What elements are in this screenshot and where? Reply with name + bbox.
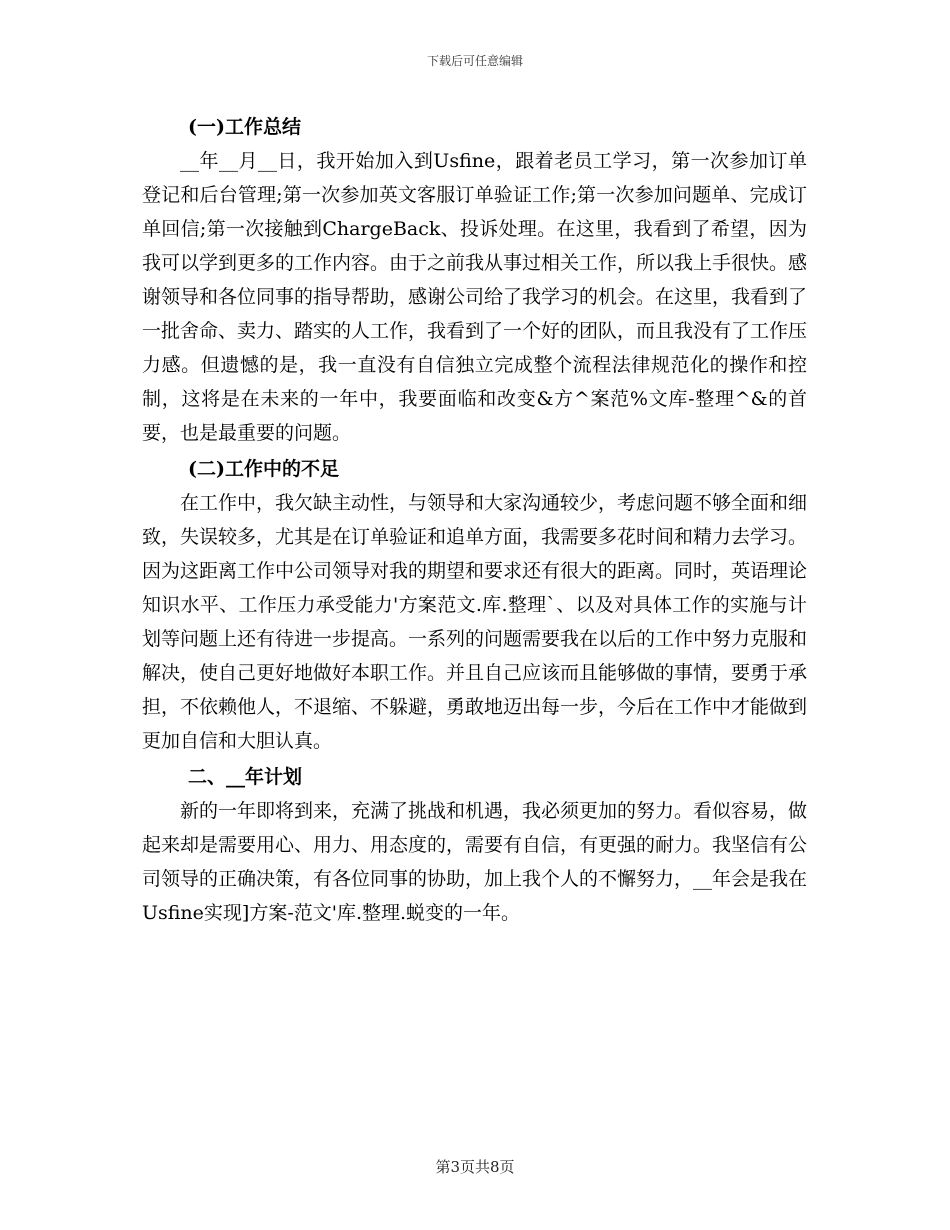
- document-body: [142, 110, 807, 930]
- page-header: 下载后可任意编辑: [426, 54, 523, 68]
- section-heading-work-summary: (一)工作总结: [188, 116, 301, 138]
- section-heading-shortcomings: (二)工作中的不足: [188, 458, 339, 480]
- paragraph-year-plan: 新的一年即将到来，充满了挑战和机遇，我必须更加的努力。看似容易，做起来却是需要用心、用力、用态度的，需要有自信，有更强的耐力。我坚信有公司领导的正确决策，有各位同事的协助，加上我个人的不懈努力，__年会是我在Usfine实现]方案-范文'库.整理.蜕变的一年。: [142, 800, 808, 924]
- page-footer: 第3页共8页: [435, 1158, 515, 1176]
- paragraph-work-summary: __年__月__日，我开始加入到Usfine，跟着老员工学习，第一次参加订单登记和后台管理;第一次参加英文客服订单验证工作;第一次参加问题单、完成订单回信;第一次接触到ChargeBack、投诉处理。在这里，我看到了希望，因为我可以学到更多的工作内容。由于之前我从事过相关工作，所以我上手很快。感谢领导和各位同事的指导帮助，感谢公司给了我学习的机会。在这里，我看到了一批舍命、卖力、踏实的人工作，我看到了一个好的团队，而且我没有了工作压力感。但遗憾的是，我一直没有自信独立完成整个流程法律规范化的操作和控制，这将是在未来的一年中，我要面临和改变&方^案范%文库-整理^&的首要，也是最重要的问题。: [142, 150, 808, 444]
- paragraph-shortcomings: 在工作中，我欠缺主动性，与领导和大家沟通较少，考虑问题不够全面和细致，失误较多，尤其是在订单验证和追单方面，我需要多花时间和精力去学习。因为这距离工作中公司领导对我的期望和要求还有很大的距离。同时，英语理论知识水平、工作压力承受能力'方案范文.库.整理`、以及对具体工作的实施与计划等问题上还有待进一步提高。一系列的问题需要我在以后的工作中努力克服和解决，使自己更好地做好本职工作。并且自己应该而且能够做的事情，要勇于承担，不依赖他人，不退缩、不躲避，勇敢地迈出每一步，今后在工作中才能做到更加自信和大胆认真。: [142, 492, 808, 752]
- section-heading-year-plan: 二、__年计划: [188, 766, 303, 788]
